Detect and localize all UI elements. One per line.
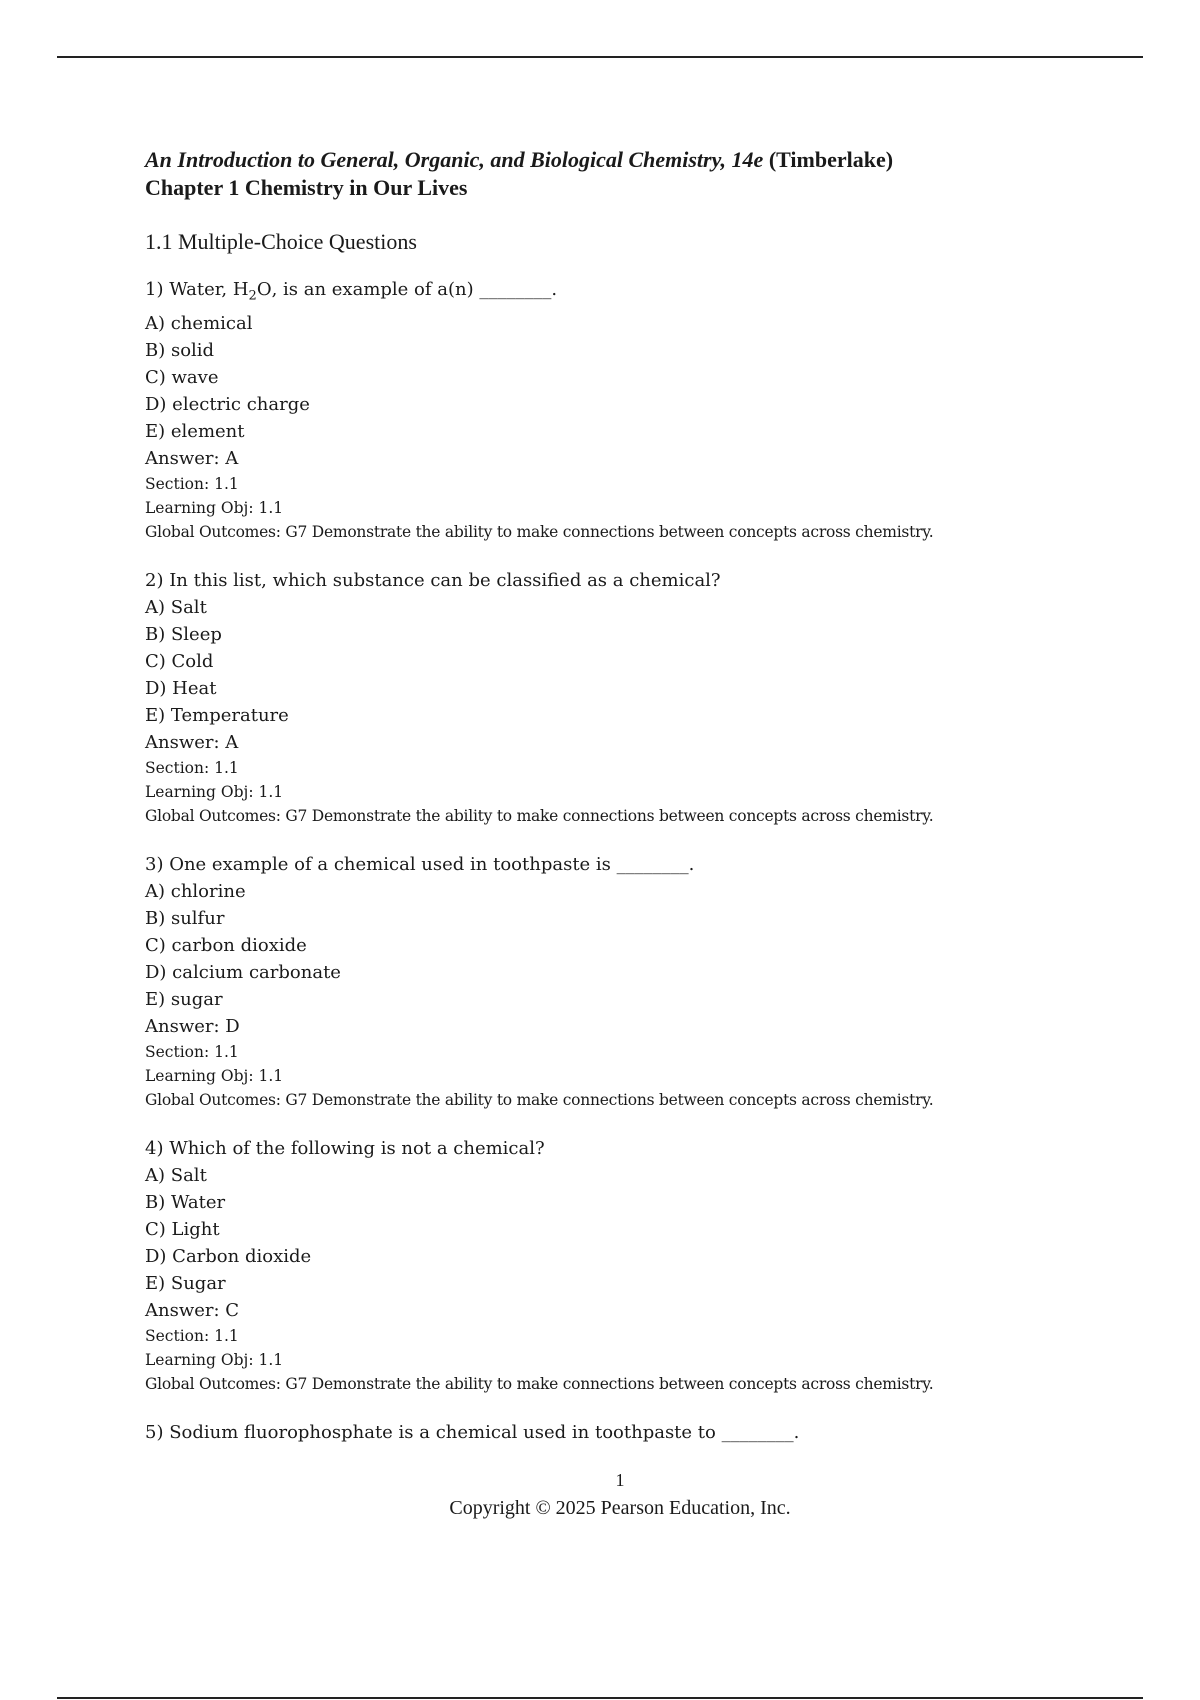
- question-5: [145, 1419, 1045, 1446]
- global-outcomes: Global Outcomes: G7 Demonstrate the ability to make connections between concepts across chemistry.: [145, 1374, 934, 1393]
- answer: Answer: C: [145, 1299, 240, 1321]
- question-5-text: 5) Sodium fluorophosphate is a chemical used in toothpaste to ________.: [145, 1421, 800, 1443]
- formula-o: O: [256, 279, 272, 300]
- learning-obj: Learning Obj: 1.1: [145, 782, 284, 801]
- question-1-text: [145, 276, 1045, 310]
- page-content: [145, 146, 1045, 1469]
- answer: Answer: D: [145, 1015, 240, 1037]
- section-ref: Section: 1.1: [145, 474, 239, 493]
- option-b: B) solid: [145, 339, 215, 361]
- option-b: B) sulfur: [145, 907, 225, 929]
- option-a: A) chemical: [145, 312, 253, 334]
- section-ref: Section: 1.1: [145, 758, 239, 777]
- document-title: [145, 146, 1045, 174]
- option-b: B) Sleep: [145, 623, 222, 645]
- option-e: E) sugar: [145, 988, 223, 1010]
- copyright-notice: Copyright © 2025 Pearson Education, Inc.: [449, 1497, 791, 1519]
- option-a: A) Salt: [145, 1164, 207, 1186]
- question-4-text: 4) Which of the following is not a chemical?: [145, 1137, 545, 1159]
- book-title: An Introduction to General, Organic, and Biological Chemistry, 14e: [145, 147, 764, 172]
- learning-obj: Learning Obj: 1.1: [145, 1066, 284, 1085]
- learning-obj: Learning Obj: 1.1: [145, 498, 284, 517]
- page-number: 1: [615, 1470, 625, 1490]
- question-2-text: 2) In this list, which substance can be classified as a chemical?: [145, 569, 721, 591]
- option-d: D) calcium carbonate: [145, 961, 341, 983]
- question-3: [145, 851, 1045, 1112]
- question-1-text-post: , is an example of a(n) ________.: [271, 279, 558, 300]
- question-2: [145, 567, 1045, 828]
- option-e: E) Temperature: [145, 704, 289, 726]
- section-heading: 1.1 Multiple-Choice Questions: [145, 229, 417, 254]
- option-b: B) Water: [145, 1191, 226, 1213]
- option-c: C) wave: [145, 366, 219, 388]
- learning-obj: Learning Obj: 1.1: [145, 1350, 284, 1369]
- option-a: A) chlorine: [145, 880, 246, 902]
- option-d: D) Carbon dioxide: [145, 1245, 312, 1267]
- option-c: C) carbon dioxide: [145, 934, 307, 956]
- option-a: A) Salt: [145, 596, 207, 618]
- global-outcomes: Global Outcomes: G7 Demonstrate the ability to make connections between concepts across chemistry.: [145, 522, 934, 541]
- global-outcomes: Global Outcomes: G7 Demonstrate the ability to make connections between concepts across chemistry.: [145, 1090, 934, 1109]
- water-formula: [232, 279, 272, 304]
- option-c: C) Cold: [145, 650, 214, 672]
- question-1: [145, 276, 1045, 544]
- option-d: D) electric charge: [145, 393, 310, 415]
- option-e: E) Sugar: [145, 1272, 226, 1294]
- question-list: [145, 276, 1045, 1446]
- option-c: C) Light: [145, 1218, 220, 1240]
- chapter-title: Chapter 1 Chemistry in Our Lives: [145, 175, 468, 200]
- question-3-text: 3) One example of a chemical used in toothpaste is ________.: [145, 853, 695, 875]
- question-4: [145, 1135, 1045, 1396]
- option-d: D) Heat: [145, 677, 217, 699]
- answer: Answer: A: [145, 447, 239, 469]
- bottom-rule: [57, 1697, 1143, 1699]
- answer: Answer: A: [145, 731, 239, 753]
- formula-h: H: [232, 279, 249, 300]
- option-e: E) element: [145, 420, 245, 442]
- question-1-text-pre: 1) Water,: [145, 279, 233, 300]
- global-outcomes: Global Outcomes: G7 Demonstrate the ability to make connections between concepts across chemistry.: [145, 806, 934, 825]
- formula-subscript: 2: [248, 288, 257, 304]
- top-rule: [57, 56, 1143, 58]
- section-ref: Section: 1.1: [145, 1042, 239, 1061]
- section-ref: Section: 1.1: [145, 1326, 239, 1345]
- book-author: (Timberlake): [768, 147, 894, 172]
